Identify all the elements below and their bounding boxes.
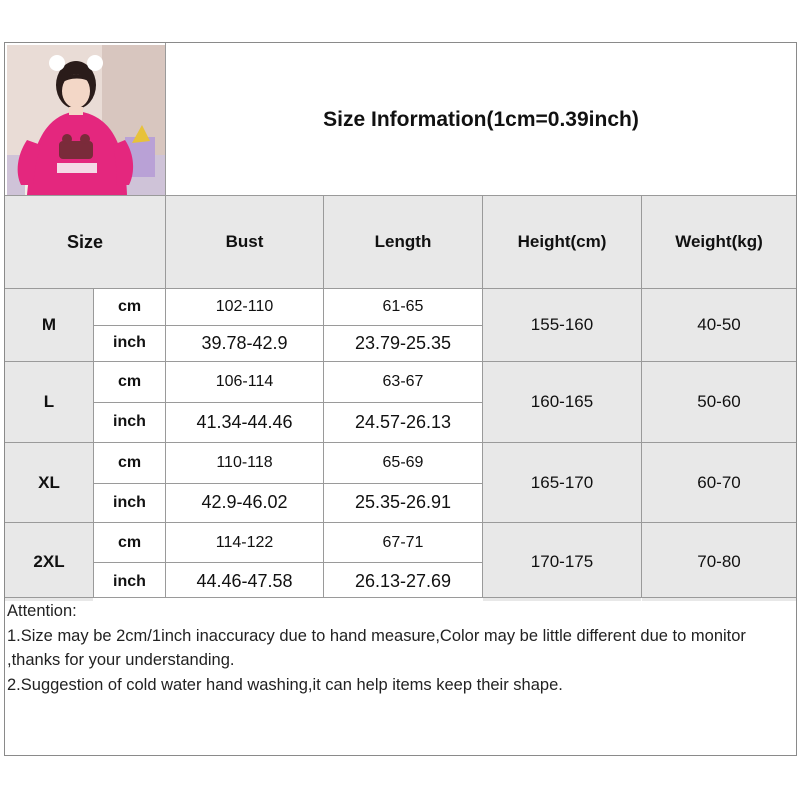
length-cm-value: 67-71 (324, 523, 482, 562)
length-inch-value: 26.13-27.69 (324, 562, 482, 601)
attention-notes (7, 599, 793, 697)
size-label: M (5, 289, 93, 361)
bust-inch-value: 39.78-42.9 (166, 325, 323, 361)
weight-value: 50-60 (642, 362, 796, 442)
length-cm-value: 63-67 (324, 362, 482, 402)
unit-inch-label: inch (94, 483, 165, 522)
header-size: Size (5, 196, 165, 288)
size-chart (4, 42, 797, 756)
divider (165, 43, 166, 597)
length-cm-value: 61-65 (324, 289, 482, 325)
bust-inch-value: 41.34-44.46 (166, 402, 323, 442)
length-cm-value: 65-69 (324, 443, 482, 483)
size-label: XL (5, 443, 93, 522)
divider (93, 289, 94, 597)
unit-cm-label: cm (94, 362, 165, 402)
bust-inch-value: 42.9-46.02 (166, 483, 323, 522)
model-image (7, 45, 165, 195)
weight-value: 60-70 (642, 443, 796, 522)
height-value: 155-160 (483, 289, 641, 361)
size-label: L (5, 362, 93, 442)
size-label: 2XL (5, 523, 93, 601)
header-weight: Weight(kg) (642, 196, 796, 288)
unit-cm-label: cm (94, 523, 165, 562)
weight-value: 40-50 (642, 289, 796, 361)
bust-inch-value: 44.46-47.58 (166, 562, 323, 601)
divider (94, 325, 482, 326)
unit-cm-label: cm (94, 289, 165, 325)
unit-inch-label: inch (94, 562, 165, 601)
page-title: Size Information(1cm=0.39inch) (323, 107, 639, 131)
weight-value: 70-80 (642, 523, 796, 601)
length-inch-value: 25.35-26.91 (324, 483, 482, 522)
bust-cm-value: 114-122 (166, 523, 323, 562)
notes-line-1: 1.Size may be 2cm/1inch inaccuracy due to hand measure,Color may be little different due to monitor ,thanks for your understanding. (7, 626, 746, 669)
header-length: Length (324, 196, 482, 288)
divider (94, 562, 482, 563)
product-photo (7, 45, 165, 195)
divider (5, 597, 796, 598)
header-bust: Bust (166, 196, 323, 288)
length-inch-value: 23.79-25.35 (324, 325, 482, 361)
divider (5, 288, 796, 289)
header-height: Height(cm) (483, 196, 641, 288)
divider (482, 196, 483, 597)
height-value: 160-165 (483, 362, 641, 442)
bust-cm-value: 110-118 (166, 443, 323, 483)
divider (5, 195, 796, 196)
height-value: 170-175 (483, 523, 641, 601)
bust-cm-value: 106-114 (166, 362, 323, 402)
notes-line-2: 2.Suggestion of cold water hand washing,it can help items keep their shape. (7, 675, 563, 694)
divider (323, 196, 324, 597)
length-inch-value: 24.57-26.13 (324, 402, 482, 442)
divider (641, 196, 642, 597)
unit-inch-label: inch (94, 325, 165, 361)
bust-cm-value: 102-110 (166, 289, 323, 325)
unit-inch-label: inch (94, 402, 165, 442)
divider (94, 402, 482, 403)
notes-heading: Attention: (7, 602, 77, 620)
unit-cm-label: cm (94, 443, 165, 483)
divider (94, 483, 482, 484)
height-value: 165-170 (483, 443, 641, 522)
